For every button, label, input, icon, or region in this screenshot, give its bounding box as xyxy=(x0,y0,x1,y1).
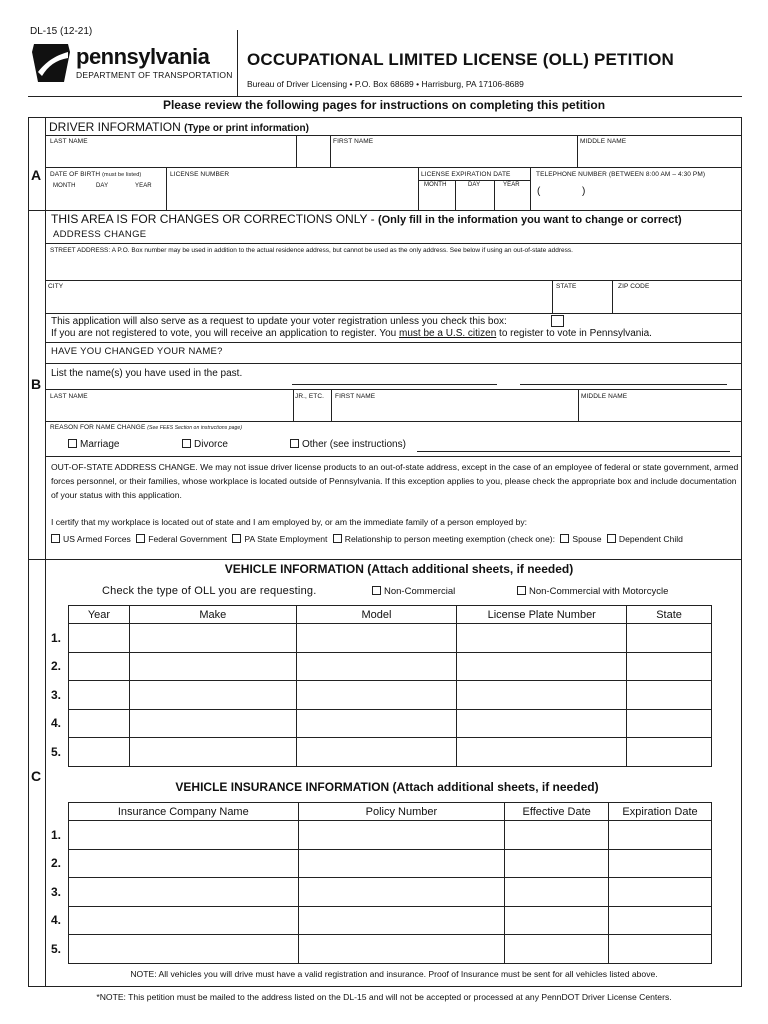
insurance-1-policy-cell[interactable] xyxy=(298,821,505,850)
federal-government-option[interactable]: Federal Government xyxy=(136,534,227,544)
dependent-child-checkbox[interactable] xyxy=(607,534,616,543)
insurance-row-number: 5. xyxy=(51,942,62,956)
insurance-1-expiration-cell[interactable] xyxy=(609,821,712,850)
address-change-label: ADDRESS CHANGE xyxy=(53,229,147,240)
spouse-checkbox[interactable] xyxy=(560,534,569,543)
vehicle-4-make-cell[interactable] xyxy=(129,710,296,738)
pa-keystone-logo-icon xyxy=(30,42,72,84)
header-rule xyxy=(28,96,742,97)
insurance-3-expiration-cell[interactable] xyxy=(609,878,712,907)
col-policy-number: Policy Number xyxy=(298,803,505,821)
date-of-birth-field[interactable] xyxy=(46,190,166,209)
vehicle-4-model-cell[interactable] xyxy=(296,710,457,738)
col-license-plate: License Plate Number xyxy=(457,606,627,624)
table-row xyxy=(69,850,712,878)
insurance-3-company-cell[interactable] xyxy=(69,878,299,907)
vehicle-5-state-cell[interactable] xyxy=(627,738,712,767)
vehicle-3-model-cell[interactable] xyxy=(296,681,457,710)
table-row xyxy=(69,681,712,710)
vehicle-4-plate-cell[interactable] xyxy=(457,710,627,738)
out-of-state-text: OUT-OF-STATE ADDRESS CHANGE. We may not issue driver license products to an out-of-state address, except in the case of an employee of federal or state government, armed forces personnel, or their families, whose workplace is located outside of Pennsylvania. If this exception applies to you, please check the appropriate box and include documentation of your status with this application. xyxy=(51,462,739,500)
pa-state-option[interactable]: PA State Employment xyxy=(232,534,327,544)
vehicle-row-number: 3. xyxy=(51,688,62,702)
insurance-info-heading: VEHICLE INSURANCE INFORMATION (Attach additional sheets, if needed) xyxy=(175,780,599,794)
marriage-checkbox[interactable] xyxy=(68,439,77,448)
certify-text: I certify that my workplace is located out of state and I am employed by, or am the immediate family of a person employed by: xyxy=(51,517,528,527)
reason-label: REASON FOR NAME CHANGE (See FEES Section on instructions page) xyxy=(50,424,243,431)
table-row xyxy=(69,653,712,681)
vehicle-1-make-cell[interactable] xyxy=(129,624,296,653)
section-b-letter: B xyxy=(31,376,42,392)
insurance-2-company-cell[interactable] xyxy=(69,850,299,878)
non-commercial-checkbox[interactable] xyxy=(372,586,381,595)
voter-registration-note: If you are not registered to vote, you will receive an application to register. You must be a U.S. citizen to register to vote in Pennsylvania. xyxy=(51,328,652,339)
vehicle-5-plate-cell[interactable] xyxy=(457,738,627,767)
changes-heading: THIS AREA IS FOR CHANGES OR CORRECTIONS ONLY - (Only fill in the information you want to change or correct) xyxy=(51,212,682,226)
license-expiration-field[interactable] xyxy=(419,190,530,209)
col-effective-date: Effective Date xyxy=(505,803,609,821)
insurance-4-effective-cell[interactable] xyxy=(505,907,609,935)
relationship-option[interactable]: Relationship to person meeting exemption (check one): xyxy=(333,534,555,544)
vehicle-5-year-cell[interactable] xyxy=(69,738,130,767)
relationship-checkbox[interactable] xyxy=(333,534,342,543)
previous-last-name-field[interactable] xyxy=(46,400,292,420)
federal-government-checkbox[interactable] xyxy=(136,534,145,543)
vehicle-1-year-cell[interactable] xyxy=(69,624,130,653)
reason-divorce-option[interactable]: Divorce xyxy=(182,439,228,450)
non-commercial-motorcycle-option[interactable]: Non-Commercial with Motorcycle xyxy=(517,586,668,597)
vehicle-1-state-cell[interactable] xyxy=(627,624,712,653)
col-expiration-date: Expiration Date xyxy=(609,803,712,821)
other-checkbox[interactable] xyxy=(290,439,299,448)
street-address-field[interactable] xyxy=(46,257,741,279)
insurance-1-effective-cell[interactable] xyxy=(505,821,609,850)
dob-label: DATE OF BIRTH (must be listed) xyxy=(50,171,142,178)
vehicle-3-plate-cell[interactable] xyxy=(457,681,627,710)
table-row xyxy=(69,821,712,850)
vehicle-table-header xyxy=(69,606,712,624)
vehicle-2-state-cell[interactable] xyxy=(627,653,712,681)
insurance-2-policy-cell[interactable] xyxy=(298,850,505,878)
exemption-options xyxy=(51,534,683,544)
insurance-row-number: 3. xyxy=(51,885,62,899)
insurance-table xyxy=(68,802,712,964)
footer-note: *NOTE: This petition must be mailed to the address listed on the DL-15 and will not be accepted or processed at any PennDOT Driver License Centers. xyxy=(96,992,672,1002)
street-address-label: STREET ADDRESS: A P.O. Box number may be used in addition to the actual residence address, but cannot be used as the only address. See below if using an out-of-state address. xyxy=(50,247,573,254)
vehicle-row-number: 4. xyxy=(51,716,62,730)
dependent-child-option[interactable]: Dependent Child xyxy=(607,534,683,544)
past-name-line-1[interactable] xyxy=(292,384,497,385)
insurance-1-company-cell[interactable] xyxy=(69,821,299,850)
page-title: OCCUPATIONAL LIMITED LICENSE (OLL) PETITION xyxy=(247,50,674,69)
table-row xyxy=(69,710,712,738)
name-change-question: HAVE YOU CHANGED YOUR NAME? xyxy=(51,346,223,357)
table-row xyxy=(69,907,712,935)
insurance-4-company-cell[interactable] xyxy=(69,907,299,935)
table-row xyxy=(69,878,712,907)
license-number-field[interactable] xyxy=(167,180,417,209)
vehicle-4-state-cell[interactable] xyxy=(627,710,712,738)
section-c-letter: C xyxy=(31,768,42,784)
vehicle-3-state-cell[interactable] xyxy=(627,681,712,710)
state-field[interactable] xyxy=(553,292,611,312)
insurance-table-header xyxy=(69,803,712,821)
non-commercial-option[interactable]: Non-Commercial xyxy=(372,586,455,597)
other-reason-line[interactable] xyxy=(417,451,730,452)
vehicle-2-model-cell[interactable] xyxy=(296,653,457,681)
table-row xyxy=(69,935,712,964)
col-make: Make xyxy=(129,606,296,624)
insurance-3-policy-cell[interactable] xyxy=(298,878,505,907)
non-commercial-motorcycle-checkbox[interactable] xyxy=(517,586,526,595)
driver-info-heading: DRIVER INFORMATION (Type or print information) xyxy=(49,120,309,134)
insurance-5-expiration-cell[interactable] xyxy=(609,935,712,964)
city-field[interactable] xyxy=(46,292,551,312)
vehicle-table xyxy=(68,605,712,767)
section-a-letter: A xyxy=(31,167,42,183)
insurance-row-number: 2. xyxy=(51,856,62,870)
vehicle-1-model-cell[interactable] xyxy=(296,624,457,653)
list-names-label: List the name(s) you have used in the past. xyxy=(51,368,243,379)
vehicle-4-year-cell[interactable] xyxy=(69,710,130,738)
divorce-checkbox[interactable] xyxy=(182,439,191,448)
col-insurance-company: Insurance Company Name xyxy=(69,803,299,821)
past-name-line-2[interactable] xyxy=(520,384,727,385)
reason-other-option[interactable]: Other (see instructions) xyxy=(290,439,406,450)
insurance-row-number: 1. xyxy=(51,828,62,842)
form-id: DL-15 (12-21) xyxy=(30,26,93,37)
oll-type-question: Check the type of OLL you are requesting. xyxy=(102,585,317,597)
armed-forces-option[interactable]: US Armed Forces xyxy=(51,534,131,544)
insurance-row-number: 4. xyxy=(51,913,62,927)
zip-code-field[interactable] xyxy=(613,292,741,312)
previous-middle-name-field[interactable] xyxy=(579,400,741,420)
col-year: Year xyxy=(69,606,130,624)
bureau-address: Bureau of Driver Licensing • P.O. Box 68689 • Harrisburg, PA 17106-8689 xyxy=(247,79,524,89)
insurance-2-expiration-cell[interactable] xyxy=(609,850,712,878)
insurance-4-expiration-cell[interactable] xyxy=(609,907,712,935)
insurance-note: NOTE: All vehicles you will drive must have a valid registration and insurance. Proof of Insurance must be sent for all vehicles listed above. xyxy=(130,969,658,979)
vehicle-5-model-cell[interactable] xyxy=(296,738,457,767)
telephone-label: TELEPHONE NUMBER (BETWEEN 8:00 AM – 4:30 PM) xyxy=(536,171,706,178)
vehicle-2-plate-cell[interactable] xyxy=(457,653,627,681)
voter-registration-text: This application will also serve as a request to update your voter registration unless you check this box: xyxy=(51,316,507,327)
middle-name-field[interactable] xyxy=(578,145,741,166)
insurance-5-effective-cell[interactable] xyxy=(505,935,609,964)
insurance-4-policy-cell[interactable] xyxy=(298,907,505,935)
telephone-field[interactable] xyxy=(531,181,741,209)
vehicle-row-number: 5. xyxy=(51,745,62,759)
vehicle-2-year-cell[interactable] xyxy=(69,653,130,681)
col-model: Model xyxy=(296,606,457,624)
reason-marriage-option[interactable]: Marriage xyxy=(68,439,119,450)
table-row xyxy=(69,624,712,653)
header-divider xyxy=(237,30,238,96)
vehicle-3-year-cell[interactable] xyxy=(69,681,130,710)
col-state: State xyxy=(627,606,712,624)
previous-suffix-field[interactable] xyxy=(294,400,330,420)
vehicle-5-make-cell[interactable] xyxy=(129,738,296,767)
vehicle-info-heading: VEHICLE INFORMATION (Attach additional sheets, if needed) xyxy=(224,562,574,576)
armed-forces-checkbox[interactable] xyxy=(51,534,60,543)
vehicle-1-plate-cell[interactable] xyxy=(457,624,627,653)
pa-state-checkbox[interactable] xyxy=(232,534,241,543)
insurance-3-effective-cell[interactable] xyxy=(505,878,609,907)
vehicle-row-number: 2. xyxy=(51,659,62,673)
vehicle-3-make-cell[interactable] xyxy=(129,681,296,710)
voter-opt-out-checkbox[interactable] xyxy=(551,315,564,327)
table-row xyxy=(69,738,712,767)
insurance-5-company-cell[interactable] xyxy=(69,935,299,964)
logo-department: DEPARTMENT OF TRANSPORTATION xyxy=(76,70,233,80)
insurance-2-effective-cell[interactable] xyxy=(505,850,609,878)
vehicle-2-make-cell[interactable] xyxy=(129,653,296,681)
insurance-5-policy-cell[interactable] xyxy=(298,935,505,964)
logo-name: pennsylvania xyxy=(76,44,210,69)
previous-first-name-field[interactable] xyxy=(332,400,577,420)
last-name-field[interactable] xyxy=(46,145,296,166)
instructions-banner: Please review the following pages for instructions on completing this petition xyxy=(162,98,606,112)
spouse-option[interactable]: Spouse xyxy=(560,534,601,544)
section-letter-column-divider xyxy=(45,117,46,987)
vehicle-row-number: 1. xyxy=(51,631,62,645)
first-name-field[interactable] xyxy=(331,145,576,166)
